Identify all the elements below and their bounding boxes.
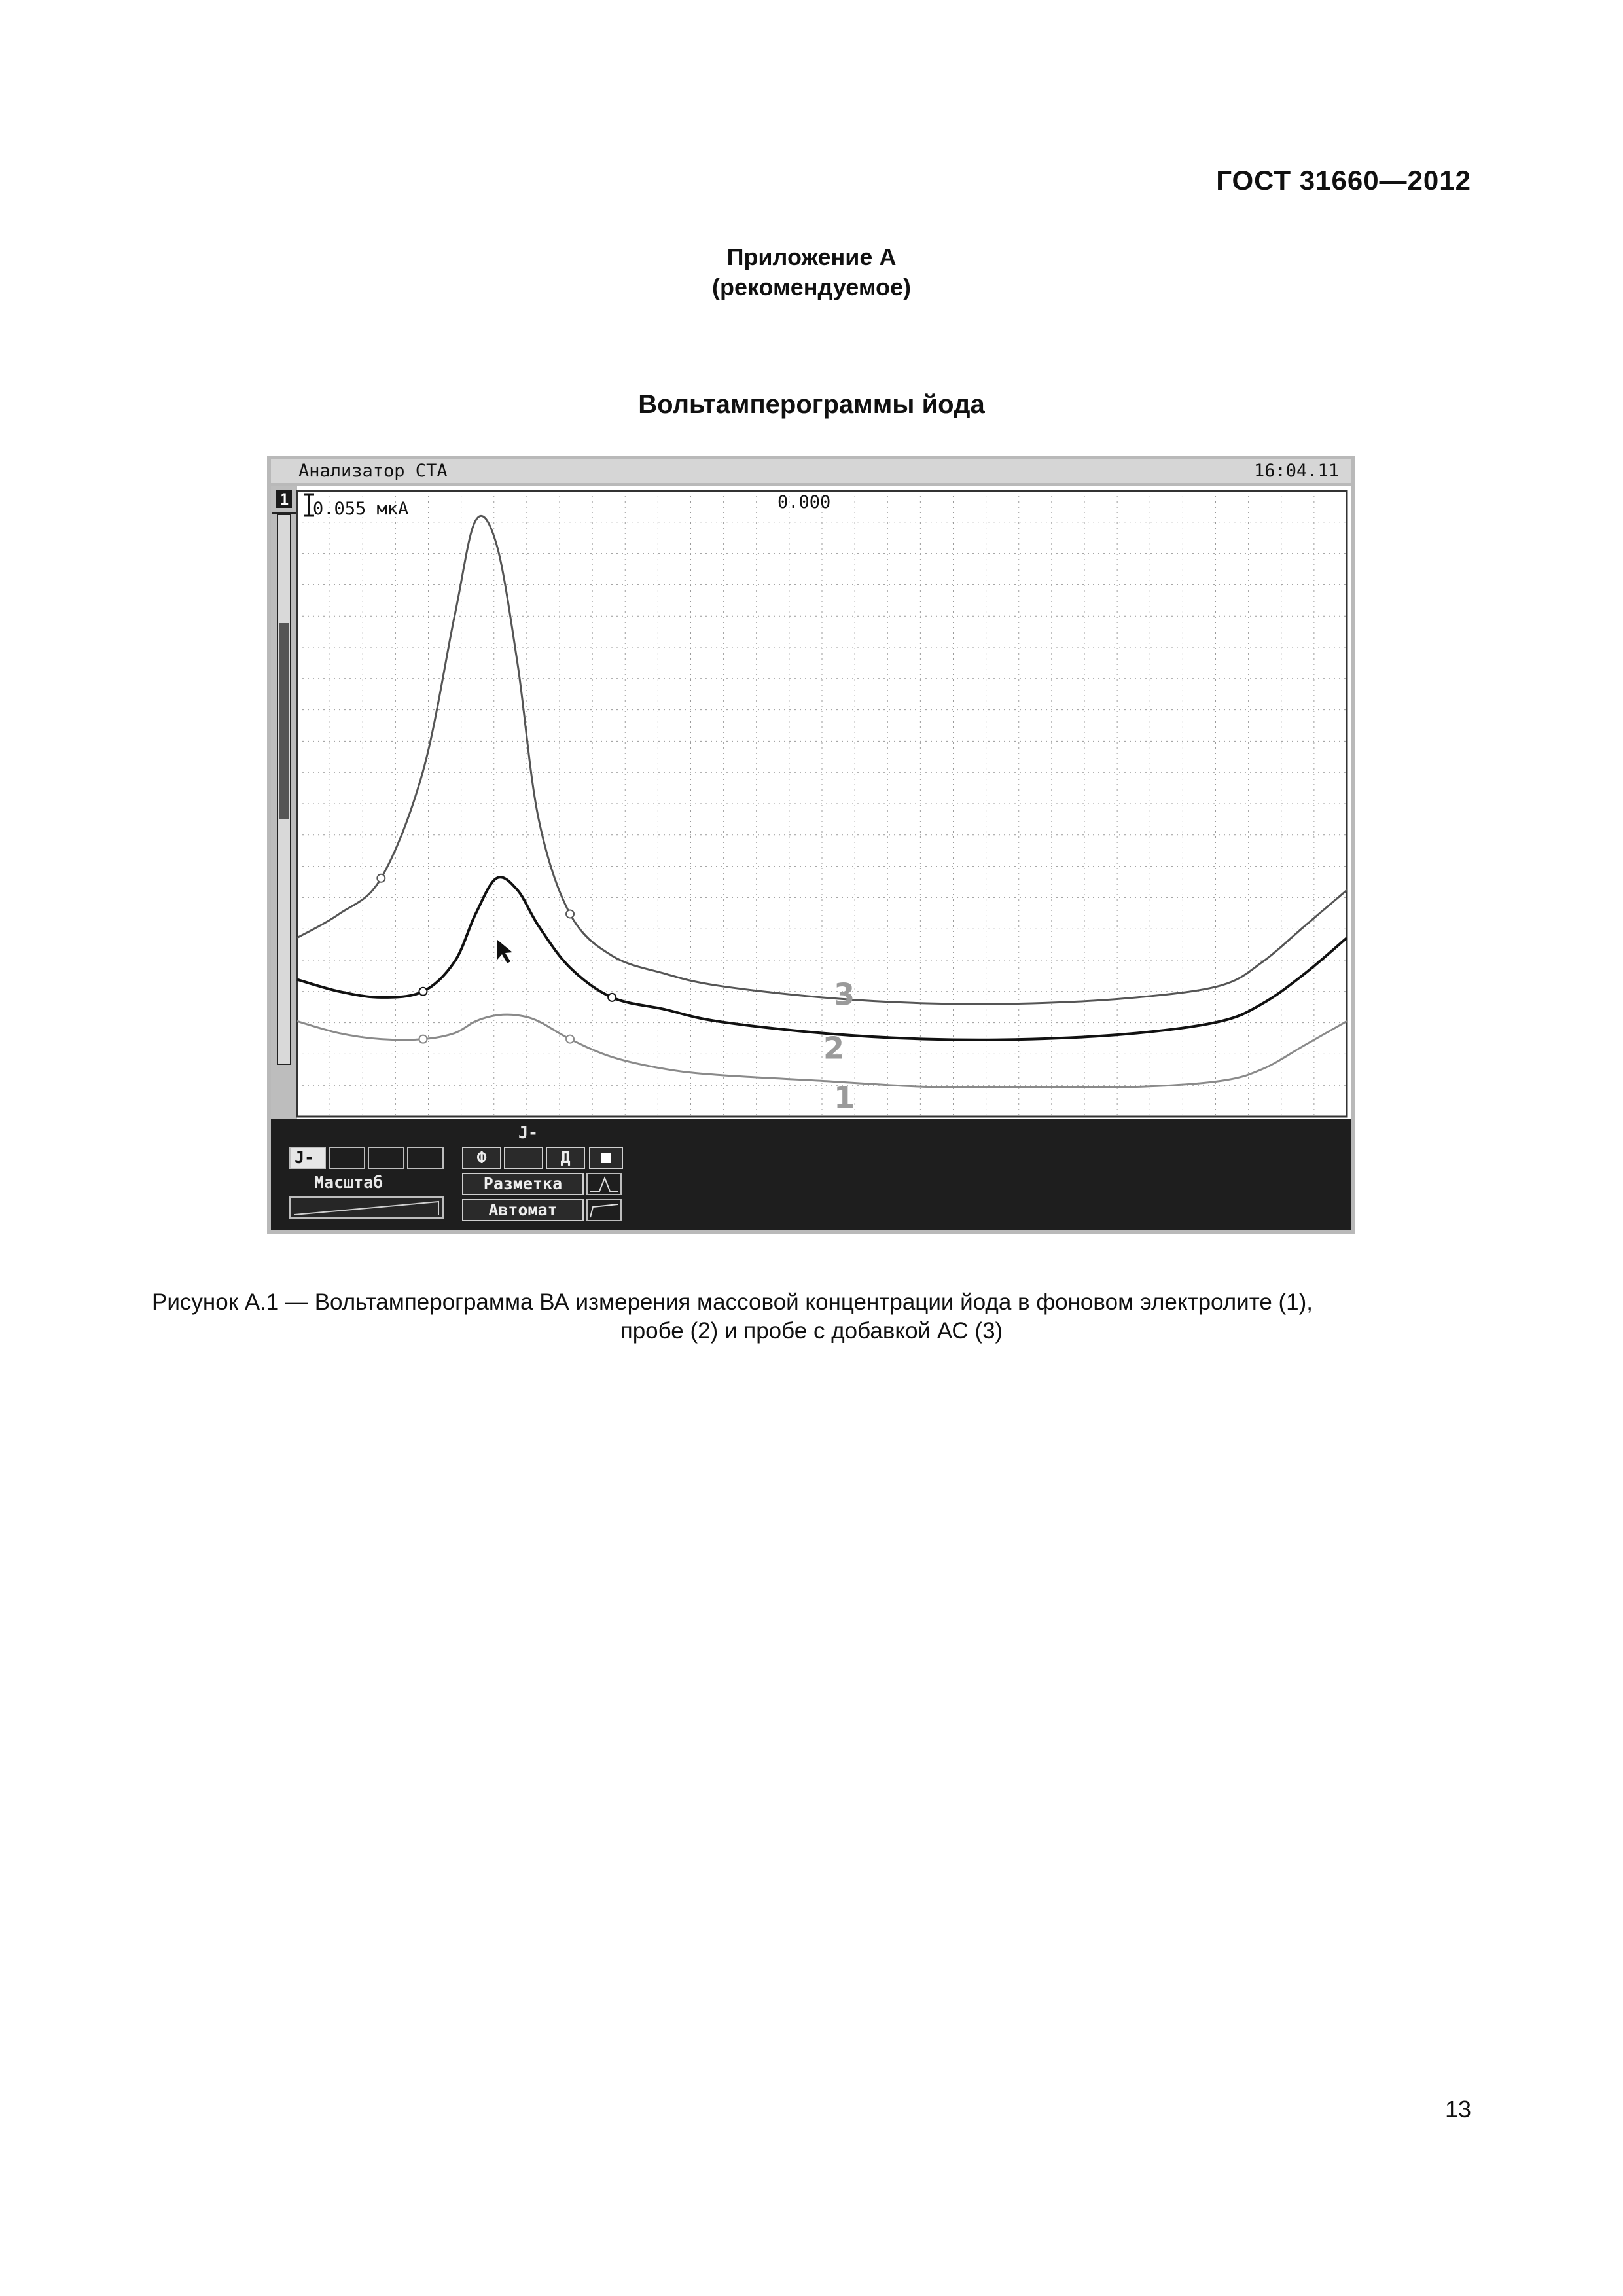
peak-shape-icon[interactable] (586, 1173, 622, 1195)
j-cell-2[interactable] (368, 1147, 404, 1169)
series-marker-2 (608, 994, 616, 1001)
mode-button-2[interactable] (504, 1147, 543, 1169)
app-title: Анализатор СТА (298, 461, 448, 481)
series-marker-1 (566, 1035, 574, 1043)
series-marker-3 (377, 874, 385, 882)
series-marker-2 (419, 988, 427, 996)
scale-label: 0.055 мкА (313, 499, 409, 519)
series-label-3: 3 (834, 977, 855, 1013)
potential-readout: 0.000 (777, 492, 831, 512)
auto-button[interactable]: Автомат (462, 1199, 584, 1221)
j-field[interactable] (289, 1147, 326, 1169)
j-label: J- (294, 1148, 315, 1167)
clock-readout: 16:04.11 (1253, 461, 1339, 481)
control-panel (271, 1119, 1351, 1230)
scroll-thumb[interactable] (279, 623, 289, 819)
f-button[interactable]: Ф (462, 1147, 501, 1169)
figure-caption (152, 1288, 1471, 1346)
stop-button[interactable] (589, 1147, 623, 1169)
plot-grid (297, 491, 1347, 1117)
channel-marker: 1 (280, 492, 289, 509)
axis-marker: J- (518, 1123, 539, 1142)
caption-line-2: пробе (2) и пробе с добавкой АС (3) (620, 1318, 1003, 1344)
voltammogram-plot (271, 486, 1351, 1119)
analyzer-screenshot (267, 456, 1355, 1234)
scale-slider[interactable] (289, 1196, 444, 1219)
d-button[interactable]: Д (546, 1147, 585, 1169)
appendix-title: Приложение А (726, 243, 897, 270)
scale-caption: Масштаб (314, 1173, 383, 1192)
figure-title: Вольтамперограммы йода (638, 390, 985, 419)
doc-code: ГОСТ 31660—2012 (1216, 165, 1471, 196)
j-cell-1[interactable] (329, 1147, 365, 1169)
baseline-shape-icon[interactable] (586, 1199, 622, 1221)
series-marker-1 (419, 1035, 427, 1043)
series-label-1: 1 (834, 1080, 855, 1116)
scroll-divider (272, 512, 296, 514)
analyzer-titlebar (271, 459, 1351, 483)
j-cell-3[interactable] (407, 1147, 444, 1169)
markup-button[interactable]: Разметка (462, 1173, 584, 1195)
caption-line-1: Рисунок А.1 — Вольтамперограмма ВА измерения массовой концентрации йода в фоновом электролите (1), (152, 1289, 1313, 1315)
appendix-status: (рекомендуемое) (712, 274, 911, 300)
page-number: 13 (1444, 2096, 1471, 2123)
scale-slider-ramp (291, 1198, 442, 1217)
appendix-heading (0, 242, 1623, 302)
stop-square-icon (601, 1153, 611, 1163)
series-marker-3 (566, 910, 574, 918)
mouse-cursor-icon (497, 940, 512, 963)
series-label-2: 2 (823, 1030, 845, 1066)
voltammogram-chart (271, 486, 1351, 1119)
